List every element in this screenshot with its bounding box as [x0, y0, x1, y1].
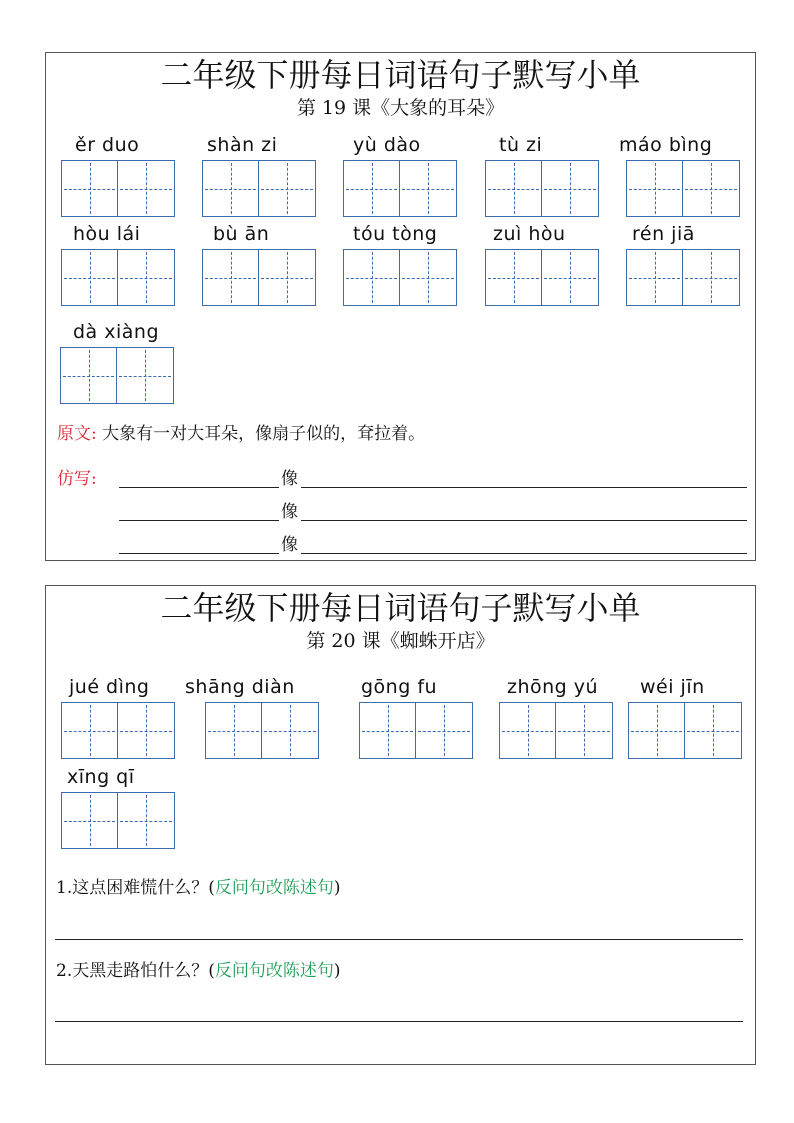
answer-line-1[interactable]	[55, 939, 743, 940]
original-label: 原文:	[57, 424, 97, 444]
pinyin-label: hòu lái	[73, 223, 141, 245]
xiang-char: 像	[281, 502, 298, 522]
blank-line[interactable]	[301, 553, 747, 554]
original-text: 大象有一对大耳朵，像扇子似的，耷拉着。	[102, 424, 426, 444]
pinyin-label: zuì hòu	[493, 223, 566, 245]
pinyin-label: tù zi	[499, 134, 543, 156]
writing-grid[interactable]	[60, 347, 176, 404]
writing-grid[interactable]	[205, 702, 321, 759]
xiang-char: 像	[281, 535, 298, 555]
writing-grid[interactable]	[628, 702, 744, 759]
question-2-text: 2.天黑走路怕什么？(	[56, 961, 215, 981]
question-1-close: )	[333, 878, 341, 898]
question-1-hint: 反问句改陈述句	[214, 878, 334, 898]
writing-grid[interactable]	[626, 160, 742, 217]
xiang-char: 像	[281, 469, 298, 489]
lesson-subtitle: 第 20 课《蜘蛛开店》	[306, 630, 495, 652]
blank-line[interactable]	[119, 520, 279, 521]
blank-line[interactable]	[301, 487, 747, 488]
pinyin-label: ěr duo	[75, 134, 140, 156]
question-1	[56, 875, 341, 901]
pinyin-label: tóu tòng	[353, 223, 438, 245]
blank-line[interactable]	[119, 487, 279, 488]
lesson-subtitle: 第 19 课《大象的耳朵》	[296, 97, 505, 119]
lesson-19-worksheet	[45, 52, 756, 561]
worksheet-title: 二年级下册每日词语句子默写小单	[160, 56, 641, 94]
pinyin-label: wéi jīn	[640, 676, 705, 698]
pinyin-label: yù dào	[353, 134, 421, 156]
pinyin-label: shàn zi	[207, 134, 278, 156]
writing-grid[interactable]	[485, 249, 601, 306]
pinyin-label: xīng qī	[67, 766, 135, 788]
writing-grid[interactable]	[343, 160, 459, 217]
imitation-row	[119, 466, 747, 492]
writing-grid[interactable]	[499, 702, 615, 759]
imitation-row	[119, 499, 747, 525]
writing-grid[interactable]	[626, 249, 742, 306]
writing-grid[interactable]	[343, 249, 459, 306]
pinyin-label: bù ān	[213, 223, 270, 245]
pinyin-label: dà xiàng	[73, 321, 160, 343]
writing-grid[interactable]	[202, 249, 318, 306]
writing-grid[interactable]	[61, 160, 177, 217]
lesson-20-worksheet	[45, 585, 756, 1065]
pinyin-label: jué dìng	[69, 676, 150, 698]
writing-grid[interactable]	[61, 249, 177, 306]
blank-line[interactable]	[301, 520, 747, 521]
question-2-close: )	[333, 961, 341, 981]
pinyin-label: gōng fu	[361, 676, 438, 698]
answer-line-2[interactable]	[55, 1021, 743, 1022]
writing-grid[interactable]	[61, 702, 177, 759]
pinyin-label: máo bìng	[619, 134, 713, 156]
imitation-row	[119, 532, 747, 558]
question-2-hint: 反问句改陈述句	[214, 961, 334, 981]
writing-grid[interactable]	[202, 160, 318, 217]
writing-grid[interactable]	[61, 792, 177, 849]
imitation-label: 仿写:	[57, 469, 97, 489]
pinyin-label: zhōng yú	[507, 676, 599, 698]
writing-grid[interactable]	[485, 160, 601, 217]
question-2	[56, 958, 341, 984]
pinyin-label: rén jiā	[632, 223, 695, 245]
question-1-text: 1.这点困难慌什么？(	[56, 878, 215, 898]
writing-grid[interactable]	[359, 702, 475, 759]
pinyin-label: shāng diàn	[185, 676, 295, 698]
blank-line[interactable]	[119, 553, 279, 554]
original-sentence	[57, 421, 425, 447]
worksheet-title: 二年级下册每日词语句子默写小单	[160, 589, 641, 627]
